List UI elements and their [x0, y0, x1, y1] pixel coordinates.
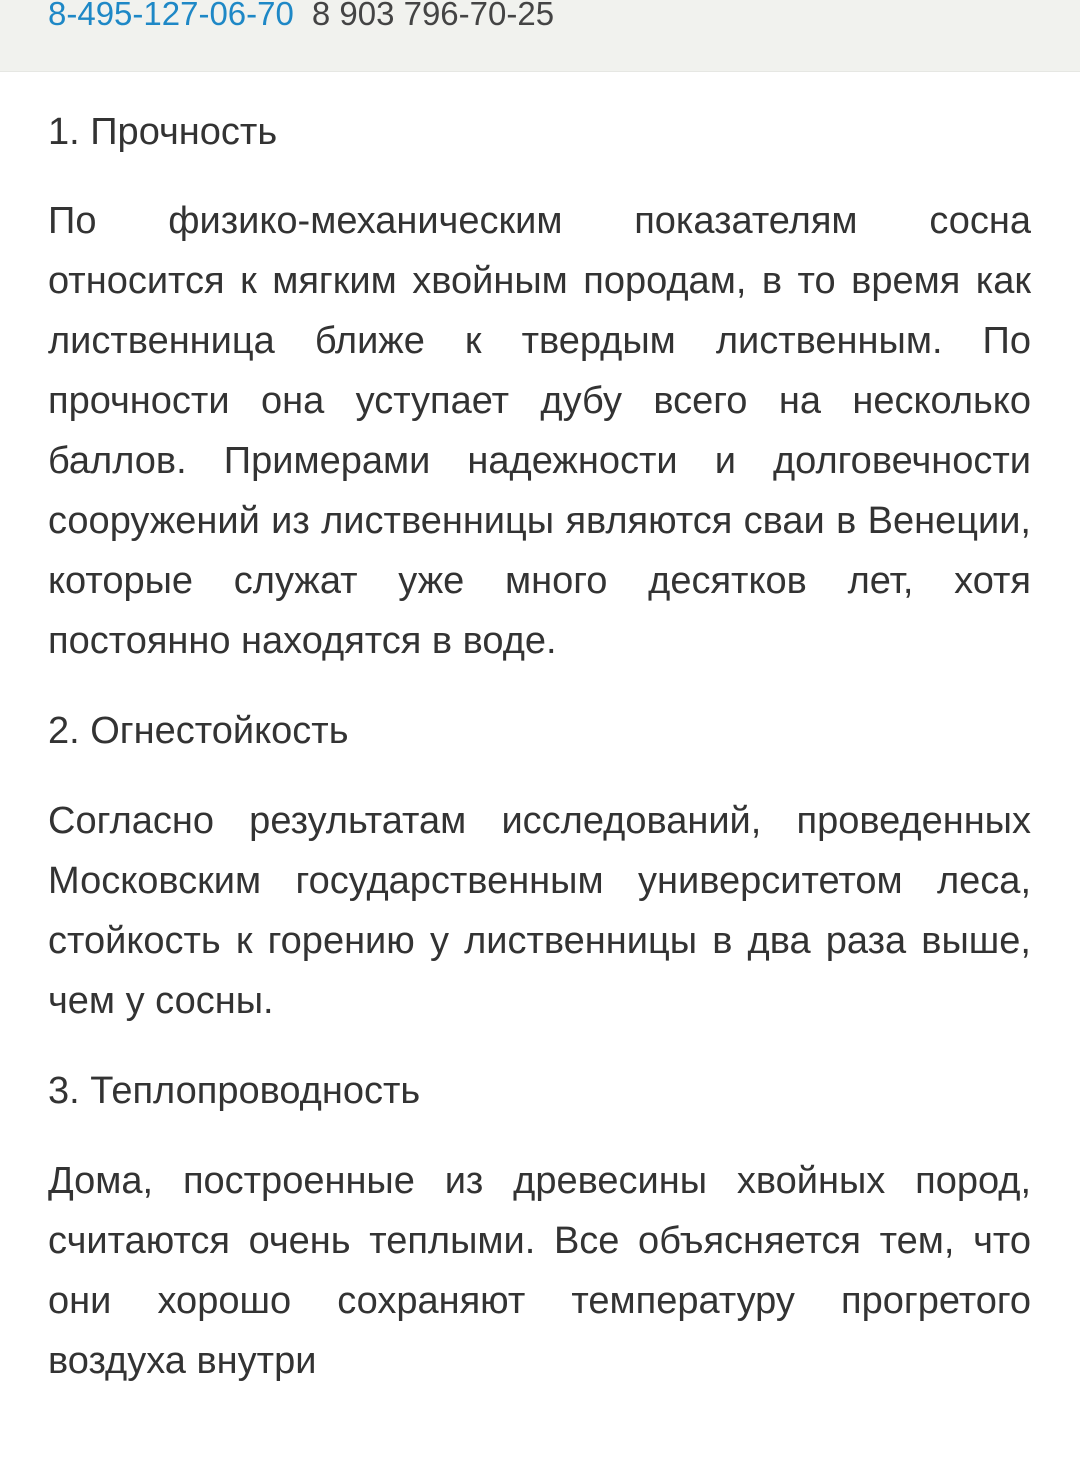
section-heading-fire-resistance: 2. Огнестойкость	[48, 710, 349, 752]
section-text-fire-resistance: Согласно результатам исследований, проведенных Московским государственным университетом леса, стойкость к горению у лиственницы в два раза выше, чем у сосны.	[48, 800, 1031, 1022]
contact-header	[0, 0, 1080, 72]
phone-number-secondary: 8 903 796-70-25	[311, 0, 555, 32]
section-heading-thermal-conductivity: 3. Теплопроводность	[48, 1070, 421, 1112]
phone-link-primary[interactable]: 8-495-127-06-70	[48, 0, 294, 32]
section-text-strength: По физико-механическим показателям сосна относится к мягким хвойным породам, в то время как лиственница ближе к твердым лиственным. По прочности она уступает дубу всего на несколько баллов. Примерами надежности и долговечности сооружений из лиственницы являются сваи в Венеции, которые служат уже много десятков лет, хотя постоянно находятся в воде.	[48, 200, 1031, 662]
section-text-thermal-conductivity: Дома, построенные из древесины хвойных пород, считаются очень теплыми. Все объясняется тем, что они хорошо сохраняют температуру прогретого воздуха внутри	[48, 1160, 1031, 1382]
section-heading-strength: 1. Прочность	[48, 111, 278, 153]
article-content	[0, 72, 1080, 1391]
phone-numbers	[48, 0, 554, 34]
